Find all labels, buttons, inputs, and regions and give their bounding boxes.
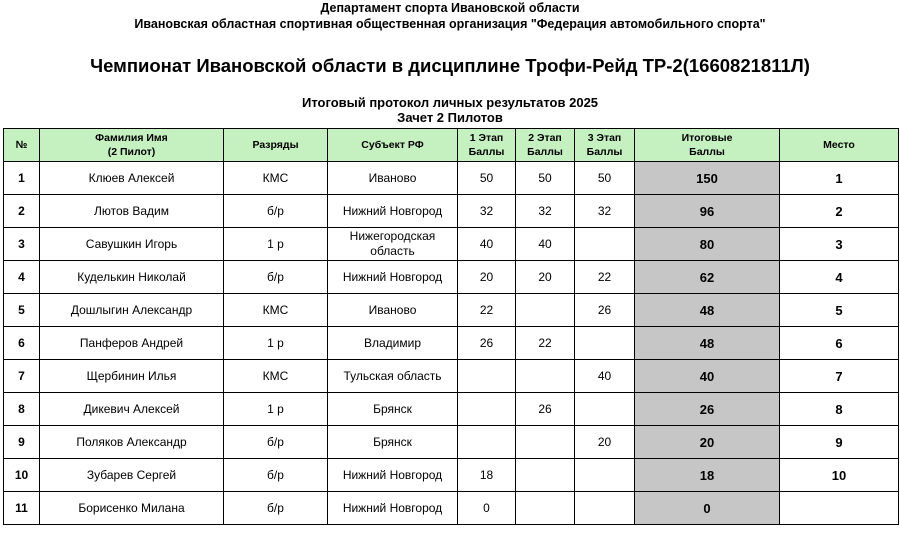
cell-region: Брянск xyxy=(328,393,458,426)
cell-stage2 xyxy=(516,426,575,459)
col-stage3-header-line1: 3 Этап xyxy=(587,132,622,144)
col-place-header: Место xyxy=(780,129,899,162)
cell-region: Брянск xyxy=(328,426,458,459)
cell-rank: КМС xyxy=(224,162,328,195)
protocol-subtitle: Итоговый протокол личных результатов 2025 xyxy=(301,95,599,110)
cell-stage3: 20 xyxy=(575,426,635,459)
cell-region: Иваново xyxy=(328,162,458,195)
cell-rank: 1 р xyxy=(224,327,328,360)
cell-num: 3 xyxy=(4,228,40,261)
cell-name: Дикевич Алексей xyxy=(40,393,224,426)
cell-stage1: 20 xyxy=(458,261,516,294)
table-header-row xyxy=(4,129,899,162)
cell-total: 80 xyxy=(635,228,780,261)
cell-num: 9 xyxy=(4,426,40,459)
cell-stage2: 26 xyxy=(516,393,575,426)
cell-region: Тульская область xyxy=(328,360,458,393)
cell-stage1 xyxy=(458,393,516,426)
cell-stage3 xyxy=(575,327,635,360)
results-table xyxy=(3,128,899,525)
cell-region: Нижний Новгород xyxy=(328,261,458,294)
cell-total: 96 xyxy=(635,195,780,228)
cell-rank: б/р xyxy=(224,492,328,525)
col-region-header: Субъект РФ xyxy=(328,129,458,162)
cell-place: 9 xyxy=(780,426,899,459)
cell-rank: б/р xyxy=(224,459,328,492)
table-row xyxy=(4,228,899,261)
cell-stage1 xyxy=(458,426,516,459)
cell-rank: 1 р xyxy=(224,393,328,426)
cell-num: 11 xyxy=(4,492,40,525)
cell-stage3: 26 xyxy=(575,294,635,327)
table-row xyxy=(4,426,899,459)
cell-name: Щербинин Илья xyxy=(40,360,224,393)
col-stage1-header-line2: Баллы xyxy=(468,146,505,158)
col-total-header-line1: Итоговые xyxy=(681,132,733,144)
cell-place: 5 xyxy=(780,294,899,327)
cell-place: 7 xyxy=(780,360,899,393)
cell-rank: КМС xyxy=(224,360,328,393)
cell-name: Дошлыгин Александр xyxy=(40,294,224,327)
col-name-header xyxy=(40,129,224,162)
cell-place: 3 xyxy=(780,228,899,261)
col-rank-header: Разряды xyxy=(224,129,328,162)
cell-name: Куделькин Николай xyxy=(40,261,224,294)
department-name: Департамент спорта Ивановской области xyxy=(320,1,580,15)
col-stage2-header xyxy=(516,129,575,162)
cell-stage1: 22 xyxy=(458,294,516,327)
cell-total: 0 xyxy=(635,492,780,525)
table-row xyxy=(4,294,899,327)
cell-stage1: 32 xyxy=(458,195,516,228)
cell-stage3: 32 xyxy=(575,195,635,228)
table-row xyxy=(4,393,899,426)
col-num-header: № xyxy=(4,129,40,162)
cell-place: 2 xyxy=(780,195,899,228)
cell-stage1: 50 xyxy=(458,162,516,195)
cell-stage1: 26 xyxy=(458,327,516,360)
cell-stage2: 40 xyxy=(516,228,575,261)
cell-stage3 xyxy=(575,393,635,426)
cell-stage1 xyxy=(458,360,516,393)
cell-place: 8 xyxy=(780,393,899,426)
cell-stage2 xyxy=(516,459,575,492)
cell-stage2: 20 xyxy=(516,261,575,294)
cell-num: 4 xyxy=(4,261,40,294)
cell-place xyxy=(780,492,899,525)
cell-rank: КМС xyxy=(224,294,328,327)
cell-total: 18 xyxy=(635,459,780,492)
table-row xyxy=(4,459,899,492)
col-total-header-line2: Баллы xyxy=(689,146,725,158)
cell-num: 1 xyxy=(4,162,40,195)
cell-stage2: 32 xyxy=(516,195,575,228)
cell-total: 48 xyxy=(635,294,780,327)
cell-stage3: 22 xyxy=(575,261,635,294)
organization-name: Ивановская областная спортивная общественная организация "Федерация автомобильного спорта" xyxy=(134,17,766,31)
cell-region: Нижний Новгород xyxy=(328,492,458,525)
table-row xyxy=(4,261,899,294)
cell-rank: б/р xyxy=(224,195,328,228)
cell-region: Нижний Новгород xyxy=(328,459,458,492)
cell-num: 8 xyxy=(4,393,40,426)
table-row xyxy=(4,360,899,393)
table-row xyxy=(4,492,899,525)
cell-stage1: 18 xyxy=(458,459,516,492)
cell-region: Нижегородская область xyxy=(328,228,458,261)
cell-name: Клюев Алексей xyxy=(40,162,224,195)
cell-rank: б/р xyxy=(224,261,328,294)
cell-total: 20 xyxy=(635,426,780,459)
cell-region: Нижний Новгород xyxy=(328,195,458,228)
cell-name: Савушкин Игорь xyxy=(40,228,224,261)
cell-stage3 xyxy=(575,459,635,492)
cell-total: 62 xyxy=(635,261,780,294)
cell-stage3: 50 xyxy=(575,162,635,195)
cell-rank: б/р xyxy=(224,426,328,459)
col-stage2-header-line2: Баллы xyxy=(527,146,563,158)
col-stage1-header-line1: 1 Этап xyxy=(469,132,504,144)
cell-name: Лютов Вадим xyxy=(40,195,224,228)
col-total-header xyxy=(635,129,780,162)
cell-place: 10 xyxy=(780,459,899,492)
cell-stage3: 40 xyxy=(575,360,635,393)
cell-num: 5 xyxy=(4,294,40,327)
cell-stage1: 0 xyxy=(458,492,516,525)
cell-num: 7 xyxy=(4,360,40,393)
cell-num: 10 xyxy=(4,459,40,492)
cell-name: Панферов Андрей xyxy=(40,327,224,360)
cell-total: 150 xyxy=(635,162,780,195)
cell-num: 6 xyxy=(4,327,40,360)
table-row xyxy=(4,195,899,228)
cell-stage2 xyxy=(516,360,575,393)
cell-total: 26 xyxy=(635,393,780,426)
cell-stage2 xyxy=(516,492,575,525)
cell-total: 40 xyxy=(635,360,780,393)
cell-name: Борисенко Милана xyxy=(40,492,224,525)
cell-stage3 xyxy=(575,492,635,525)
col-stage1-header xyxy=(458,129,516,162)
cell-num: 2 xyxy=(4,195,40,228)
table-row xyxy=(4,327,899,360)
cell-rank: 1 р xyxy=(224,228,328,261)
cell-stage2: 22 xyxy=(516,327,575,360)
document-title: Чемпионат Ивановской области в дисциплине Трофи-Рейд ТР-2(1660821811Л) xyxy=(90,55,810,76)
cell-place: 1 xyxy=(780,162,899,195)
cell-total: 48 xyxy=(635,327,780,360)
cell-stage2 xyxy=(516,294,575,327)
cell-stage1: 40 xyxy=(458,228,516,261)
col-name-header-line2: (2 Пилот) xyxy=(107,146,156,158)
cell-name: Поляков Александр xyxy=(40,426,224,459)
cell-region: Иваново xyxy=(328,294,458,327)
col-name-header-line1: Фамилия Имя xyxy=(95,132,168,144)
col-stage2-header-line1: 2 Этап xyxy=(528,132,562,144)
table-row xyxy=(4,162,899,195)
cell-stage2: 50 xyxy=(516,162,575,195)
col-stage3-header xyxy=(575,129,635,162)
cell-region: Владимир xyxy=(328,327,458,360)
cell-place: 4 xyxy=(780,261,899,294)
category-label: Зачет 2 Пилотов xyxy=(397,110,503,125)
cell-place: 6 xyxy=(780,327,899,360)
cell-name: Зубарев Сергей xyxy=(40,459,224,492)
col-stage3-header-line2: Баллы xyxy=(586,146,623,158)
cell-stage3 xyxy=(575,228,635,261)
